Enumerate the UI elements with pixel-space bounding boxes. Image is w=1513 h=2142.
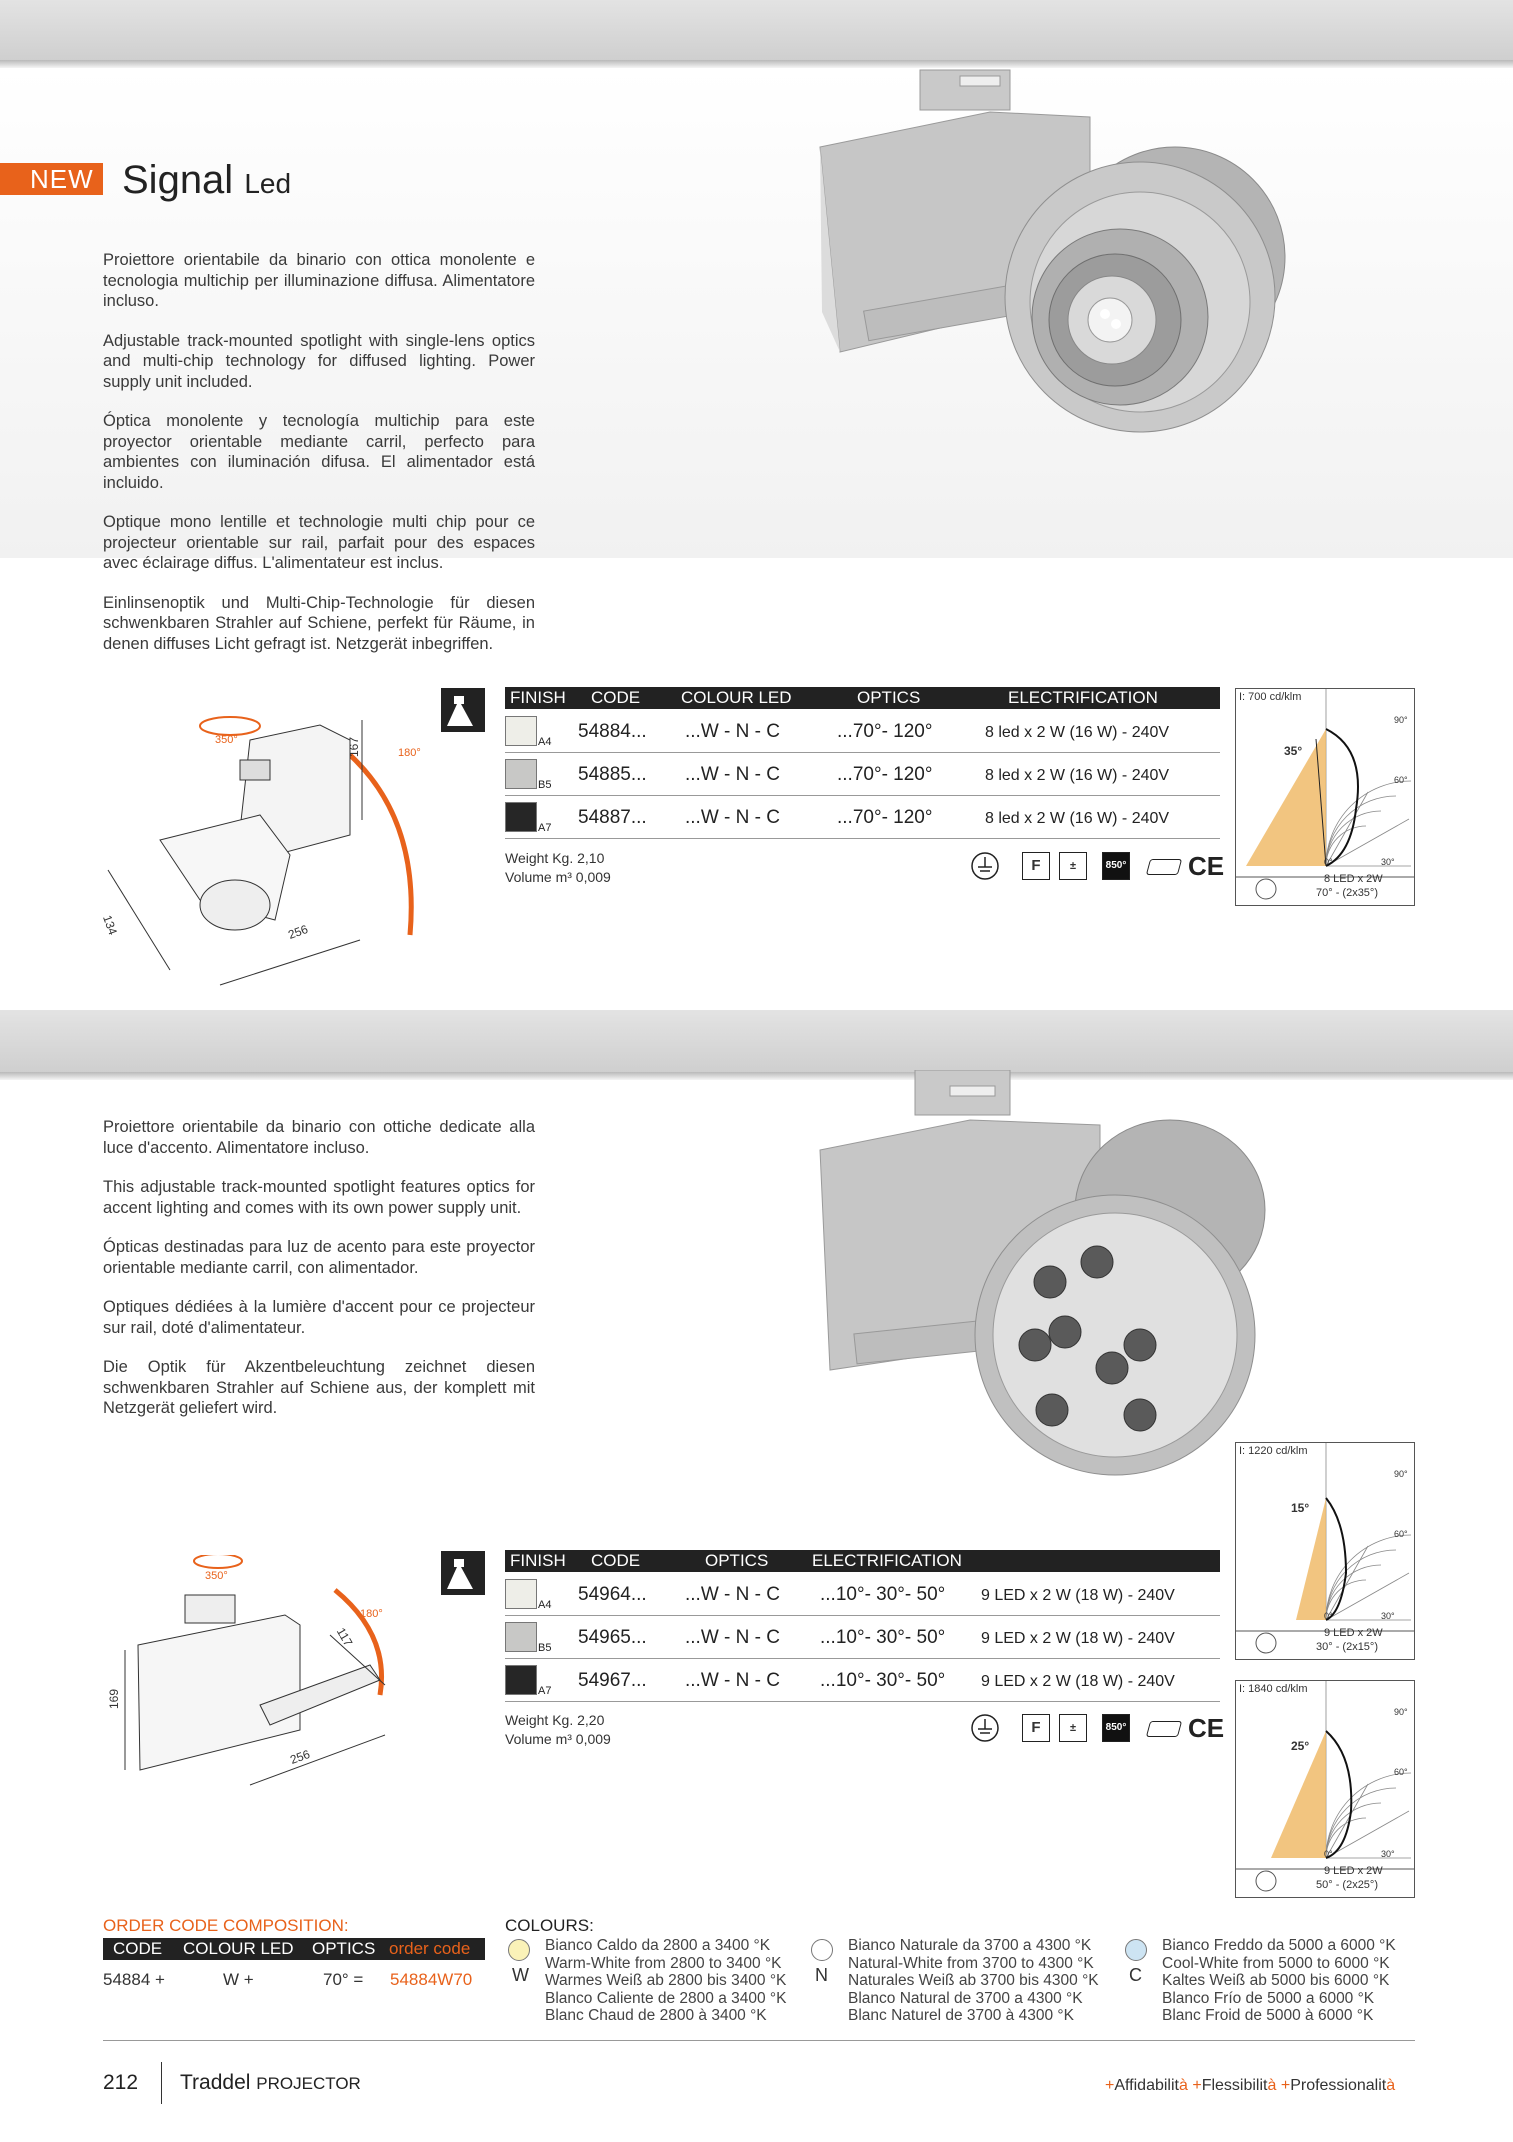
polar-tick-90: 90° [1394, 1707, 1408, 1717]
footer-brand [180, 2071, 361, 2095]
order-col-optics: OPTICS [312, 1939, 376, 1958]
tag-text: Professionalit [1290, 2077, 1387, 2094]
row-optics: ...10°- 30°- 50° [820, 1627, 946, 1648]
product2-dimension-drawing [100, 1555, 430, 1795]
colour-line: Warmes Weiß ab 2800 bis 3400 °K [545, 1972, 787, 1989]
finish-label: A7 [538, 1685, 552, 1697]
product1-desc-es: Óptica monolente y tecnología multichip para este proyector orientable mediante carril, perfecto para ambientes con iluminación difusa. El alimentador está incluido. [103, 412, 535, 492]
polar-tick-0: 0° [1324, 857, 1333, 867]
finish-swatch [505, 1622, 537, 1652]
dim1-height-label: 167 [347, 736, 362, 758]
footer-tagline [1105, 2077, 1395, 2095]
product2-volume: Volume m³ 0,009 [505, 1731, 611, 1747]
product1-dimension-drawing [100, 680, 460, 990]
order-code-value: 54884 + [103, 1970, 165, 1989]
colour-line: Bianco Naturale da 3700 a 4300 °K [848, 1937, 1092, 1954]
col-finish: FINISH [510, 688, 566, 707]
certification-icons [970, 851, 1230, 881]
dim2-height-label: 169 [107, 1688, 122, 1710]
product1-desc-fr: Optique mono lentille et technologie multi chip pour ce projecteur orientable sur rail, parfait pour des espaces avec éclairage diffus. L'alimentateur est inclus. [103, 513, 535, 572]
mid-track-band [0, 1010, 1513, 1072]
order-code-title: ORDER CODE COMPOSITION: [103, 1916, 349, 1935]
row-colour: ...W - N - C [685, 1670, 780, 1691]
polar-tick-60: 60° [1394, 1529, 1408, 1539]
product2-desc-es: Ópticas destinadas para luz de acento para este proyector orientable mediante carril, con alimentador. [103, 1238, 535, 1277]
colour-line: Blanc Froid de 5000 à 6000 °K [1162, 2007, 1374, 2024]
polarity-icon: ± [1059, 1714, 1087, 1742]
tag-plus: + [1280, 2077, 1291, 2094]
finish-label: A4 [538, 1599, 552, 1611]
order-colour-value: W + [223, 1970, 254, 1989]
colours-title: COLOURS: [505, 1916, 594, 1935]
row-colour: ...W - N - C [685, 764, 780, 785]
product2-desc-en: This adjustable track-mounted spotlight features optics for accent lighting and comes with its own power supply unit. [103, 1178, 535, 1217]
order-col-code: CODE [113, 1939, 163, 1958]
polar-tick-0: 0° [1324, 1611, 1333, 1621]
certification-icons [970, 1713, 1230, 1743]
colour-dot [811, 1939, 833, 1961]
finish-swatch [505, 802, 537, 832]
colour-option-cool [1122, 1937, 1422, 2027]
colour-letter: W [512, 1965, 529, 1985]
col-electrification: ELECTRIFICATION [812, 1551, 962, 1570]
row-electrification: 8 led x 2 W (16 W) - 240V [985, 767, 1170, 784]
finish-swatch [505, 1665, 537, 1695]
new-badge-text: NEW [30, 164, 94, 194]
colour-letter: N [815, 1965, 828, 1985]
polar-tick-90: 90° [1394, 1469, 1408, 1479]
polar-diagram [1235, 1442, 1415, 1660]
footer-divider [161, 2062, 162, 2104]
table-row [505, 798, 1220, 839]
colour-line: Blanco Caliente de 2800 a 3400 °K [545, 1989, 787, 2007]
polar-tick-60: 60° [1394, 1767, 1408, 1777]
colour-option-natural [808, 1937, 1108, 2027]
dim2-rotation-label: 350° [205, 1570, 228, 1582]
product1-weight: Weight Kg. 2,10 [505, 850, 605, 866]
polar-desc-1: 8 LED x 2W [1324, 873, 1383, 885]
ce-mark-icon: CE [1188, 1713, 1225, 1743]
finish-swatch [505, 716, 537, 746]
spotlight-symbol-icon [441, 1551, 485, 1595]
ce-mark-icon: CE [1188, 851, 1225, 881]
table-row [505, 755, 1220, 796]
polar-desc-1: 9 LED x 2W [1324, 1627, 1383, 1639]
polarity-icon: ± [1059, 852, 1087, 880]
polar-tick-90: 90° [1394, 715, 1408, 725]
row-optics: ...70°- 120° [837, 721, 933, 742]
tag-accent: à [1267, 2077, 1277, 2094]
polar-tick-30: 30° [1381, 1849, 1395, 1859]
table-row [505, 1661, 1220, 1702]
order-code-header [103, 1938, 485, 1960]
polar-angle: 15° [1291, 1501, 1310, 1515]
dim1-depth-label: 134 [100, 913, 121, 937]
f-mark-icon: F [1022, 1714, 1050, 1742]
row-optics: ...10°- 30°- 50° [820, 1584, 946, 1605]
finish-label: A7 [538, 822, 552, 834]
polar-intensity: I: 1220 cd/klm [1239, 1445, 1308, 1457]
product1-desc-it: Proiettore orientabile da binario con ottica monolente e tecnologia multichip per illuminazione diffusa. Alimentatore incluso. [103, 251, 535, 310]
row-optics: ...70°- 120° [837, 764, 933, 785]
product2-spotlight-image [800, 1070, 1320, 1490]
dim2-width-label: 256 [288, 1746, 312, 1768]
polar-intensity: I: 700 cd/klm [1239, 691, 1302, 703]
col-code: CODE [591, 688, 641, 707]
colour-option-warm [505, 1937, 795, 2027]
row-colour: ...W - N - C [685, 1584, 780, 1605]
colour-desc [545, 1937, 786, 2025]
dim1-width-label: 256 [286, 921, 310, 943]
order-example [103, 1970, 485, 1994]
row-electrification: 9 LED x 2 W (18 W) - 240V [981, 1587, 1175, 1604]
product2-description [103, 1117, 535, 1438]
row-code: 54964... [578, 1584, 647, 1605]
row-electrification: 9 LED x 2 W (18 W) - 240V [981, 1630, 1175, 1647]
footer-category: PROJECTOR [256, 2074, 361, 2093]
polar-diagram [1235, 1680, 1415, 1898]
ground-icon [970, 1713, 1000, 1743]
col-optics: OPTICS [857, 688, 921, 707]
row-code: 54884... [578, 721, 647, 742]
product2-desc-it: Proiettore orientabile da binario con ottiche dedicate alla luce d'accento. Alimentatore incluso. [103, 1118, 535, 1157]
colour-desc [1162, 1937, 1396, 2025]
colour-line: Blanco Frío de 5000 a 6000 °K [1162, 1989, 1375, 2007]
finish-label: A4 [538, 736, 552, 748]
tag-text: Affidabilit [1114, 2077, 1179, 2094]
product2-desc-fr: Optiques dédiées à la lumière d'accent pour ce projecteur sur rail, doté d'alimentateur. [103, 1298, 535, 1337]
finish-label: B5 [538, 1642, 552, 1654]
polar-tick-60: 60° [1394, 775, 1408, 785]
tag-accent: à [1386, 2077, 1396, 2094]
row-electrification: 8 led x 2 W (16 W) - 240V [985, 724, 1170, 741]
product2-table-header [505, 1550, 1220, 1572]
col-electrification: ELECTRIFICATION [1008, 688, 1158, 707]
product1-volume: Volume m³ 0,009 [505, 869, 611, 885]
tag-accent: à [1178, 2077, 1188, 2094]
table-row [505, 712, 1220, 753]
row-code: 54965... [578, 1627, 647, 1648]
order-col-result: order code [389, 1939, 471, 1958]
top-track-band [0, 0, 1513, 60]
finish-swatch [505, 759, 537, 789]
dim1-tilt-label: 180° [398, 747, 421, 759]
title-suffix: Led [244, 168, 292, 199]
order-optics-value: 70° = [323, 1970, 364, 1989]
table-row [505, 1575, 1220, 1616]
tag-plus: + [1105, 2077, 1115, 2094]
footer-rule [103, 2040, 1415, 2041]
dim1-rotation-label: 350° [215, 734, 238, 746]
spotlight-symbol-icon [441, 688, 485, 732]
f-mark-icon: F [1022, 852, 1050, 880]
colour-letter: C [1129, 1965, 1142, 1985]
tag-plus: + [1192, 2077, 1202, 2094]
product1-table-header [505, 687, 1220, 709]
product1-spotlight-image [800, 62, 1320, 482]
row-code: 54967... [578, 1670, 647, 1691]
row-colour: ...W - N - C [685, 721, 780, 742]
colour-dot [508, 1939, 530, 1961]
polar-tick-30: 30° [1381, 1611, 1395, 1621]
driver-icon [1146, 859, 1182, 875]
polar-desc-2: 30° - (2x15°) [1316, 1641, 1378, 1653]
product1-description [103, 250, 535, 673]
title-main: Signal [122, 158, 234, 202]
polar-angle: 35° [1284, 744, 1303, 758]
row-colour: ...W - N - C [685, 1627, 780, 1648]
glow-wire-850-icon: 850° [1102, 852, 1130, 880]
footer-page-number: 212 [103, 2071, 139, 2094]
driver-icon [1146, 1721, 1182, 1737]
finish-label: B5 [538, 779, 552, 791]
colour-desc [848, 1937, 1099, 2025]
table-row [505, 1618, 1220, 1659]
polar-tick-30: 30° [1381, 857, 1395, 867]
colour-dot [1125, 1939, 1147, 1961]
colour-line: Bianco Caldo da 2800 a 3400 °K [545, 1937, 771, 1954]
colour-line: Blanc Chaud de 2800 à 3400 °K [545, 2007, 767, 2024]
row-optics: ...70°- 120° [837, 807, 933, 828]
finish-swatch [505, 1579, 537, 1609]
polar-intensity: I: 1840 cd/klm [1239, 1683, 1308, 1695]
row-code: 54885... [578, 764, 647, 785]
colour-line: Blanco Natural de 3700 a 4300 °K [848, 1989, 1083, 2007]
order-result-value: 54884W70 [390, 1970, 473, 1989]
footer-brand-name: Traddel [180, 2071, 251, 2094]
polar-desc-2: 70° - (2x35°) [1316, 887, 1378, 899]
colour-line: Kaltes Weiß ab 5000 bis 6000 °K [1162, 1972, 1390, 1989]
product1-desc-en: Adjustable track-mounted spotlight with single-lens optics and multi-chip technology for diffused lighting. Power supply unit included. [103, 331, 535, 391]
polar-desc-1: 9 LED x 2W [1324, 1865, 1383, 1877]
colour-line: Naturales Weiß ab 3700 bis 4300 °K [848, 1972, 1099, 1989]
page-title [122, 158, 291, 203]
ground-icon [970, 851, 1000, 881]
dim2-tilt-label: 180° [360, 1608, 383, 1620]
product1-desc-de: Einlinsenoptik und Multi-Chip-Technologie für diesen schwenkbaren Strahler auf Schiene, perfekt für Räume, in denen diffuses Licht gefragt ist. Netzgerät inbegriffen. [103, 593, 535, 653]
colour-line: Bianco Freddo da 5000 a 6000 °K [1162, 1937, 1396, 1954]
glow-wire-850-icon: 850° [1102, 1714, 1130, 1742]
polar-diagram [1235, 688, 1415, 906]
product2-weight: Weight Kg. 2,20 [505, 1712, 605, 1728]
colour-line: Cool-White from 5000 to 6000 °K [1162, 1954, 1390, 1972]
row-code: 54887... [578, 807, 647, 828]
col-finish: FINISH [510, 1551, 566, 1570]
tag-text: Flessibilit [1201, 2077, 1268, 2094]
colour-line: Blanc Naturel de 3700 à 4300 °K [848, 2007, 1074, 2024]
polar-tick-0: 0° [1324, 1849, 1333, 1859]
dim2-depth-label: 117 [333, 1625, 356, 1649]
product2-desc-de: Die Optik für Akzentbeleuchtung zeichnet diesen schwenkbaren Strahler auf Schiene aus, der komplett mit Netzgerät geliefert wird. [103, 1358, 535, 1417]
row-optics: ...10°- 30°- 50° [820, 1670, 946, 1691]
colour-line: Natural-White from 3700 to 4300 °K [848, 1954, 1094, 1972]
col-colour-led: COLOUR LED [681, 688, 792, 707]
col-optics: OPTICS [705, 1551, 769, 1570]
row-electrification: 9 LED x 2 W (18 W) - 240V [981, 1673, 1175, 1690]
col-code: CODE [591, 1551, 641, 1570]
row-electrification: 8 led x 2 W (16 W) - 240V [985, 810, 1170, 827]
polar-desc-2: 50° - (2x25°) [1316, 1879, 1378, 1891]
row-colour: ...W - N - C [685, 807, 780, 828]
polar-angle: 25° [1291, 1739, 1310, 1753]
colour-line: Warm-White from 2800 to 3400 °K [545, 1954, 782, 1972]
order-col-colour: COLOUR LED [183, 1939, 294, 1958]
